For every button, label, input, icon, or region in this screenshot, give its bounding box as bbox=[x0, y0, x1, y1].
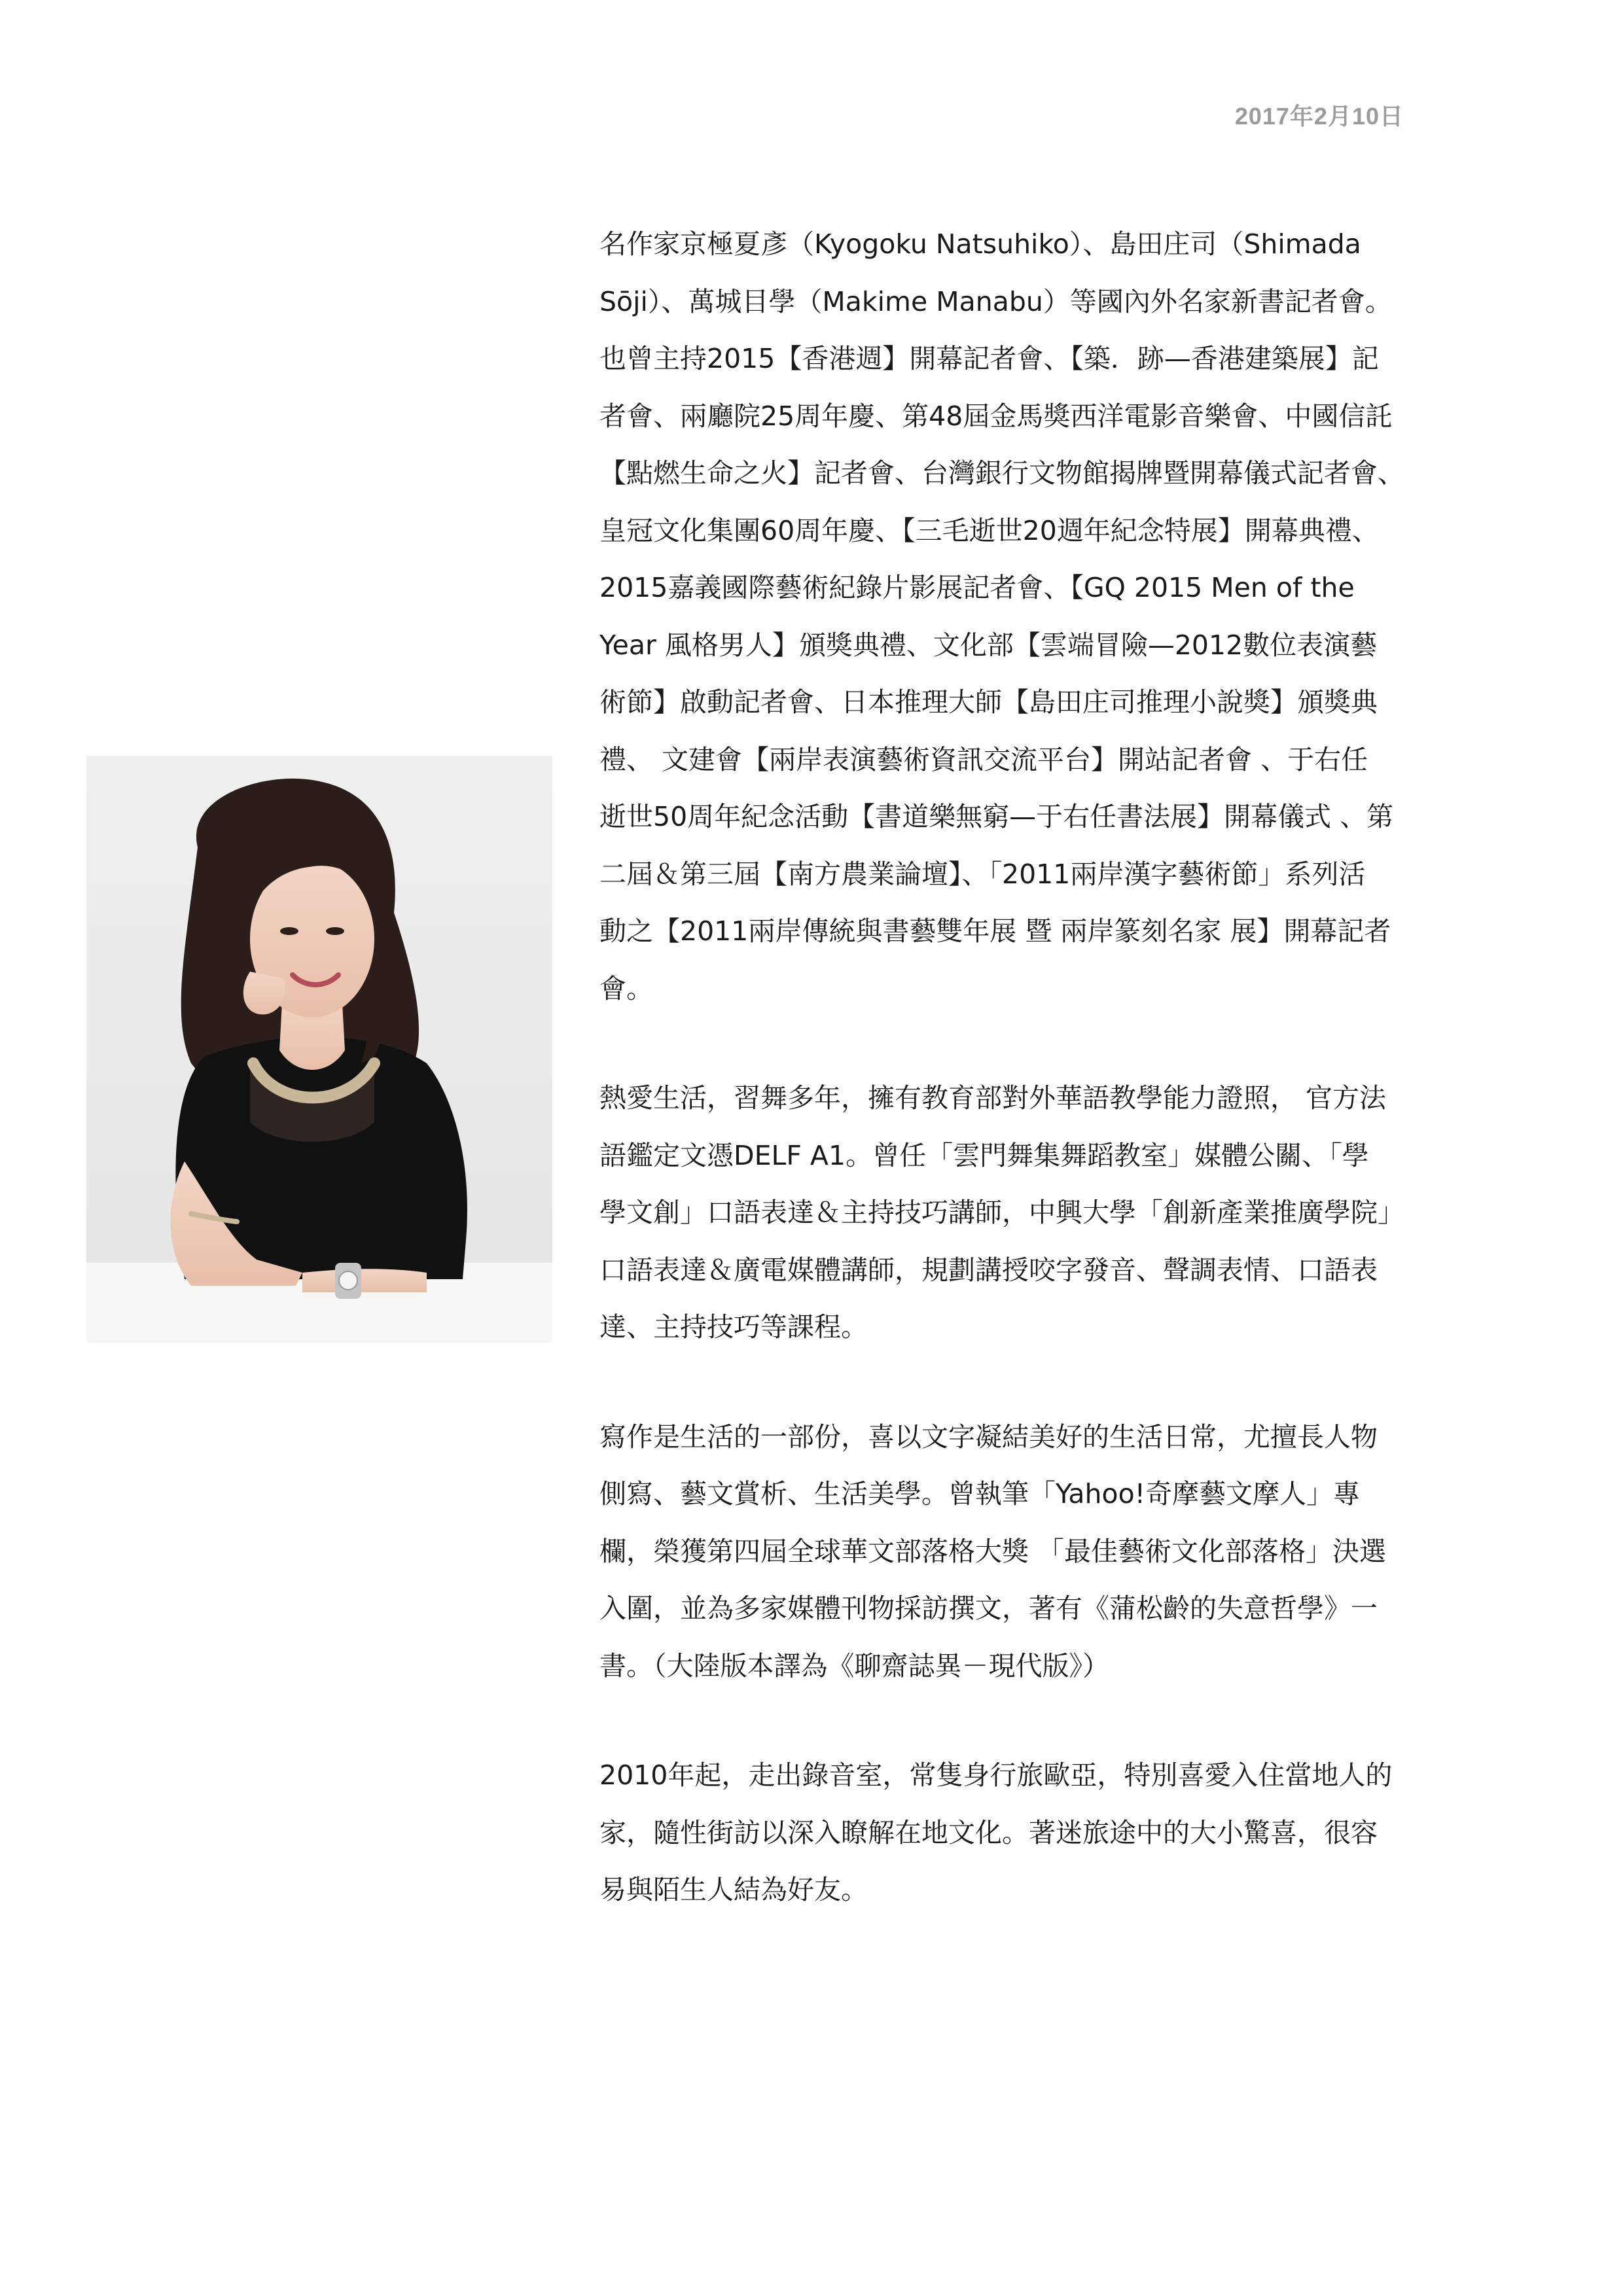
text-line: 達、主持技巧等課程。 bbox=[599, 1311, 868, 1343]
text-line: 側寫、藝文賞析、生活美學。曾執筆「Yahoo!奇摩藝文摩人」專 bbox=[599, 1478, 1361, 1510]
text-line: 動之【2011兩岸傳統與書藝雙年展 暨 兩岸篆刻名家 展】開幕記者 bbox=[599, 915, 1391, 947]
text-line: 家，隨性街訪以深入瞭解在地文化。著迷旅途中的大小驚喜，很容 bbox=[599, 1816, 1378, 1848]
text-line: 入圍，並為多家媒體刊物採訪撰文，著有《蒲松齡的失意哲學》一 bbox=[599, 1593, 1378, 1624]
biography-paragraph-3 bbox=[599, 1409, 1418, 1695]
biography-paragraph-1 bbox=[599, 216, 1418, 1017]
text-line: 欄，榮獲第四屆全球華文部落格大獎 「最佳藝術文化部落格」決選 bbox=[599, 1535, 1387, 1567]
text-line: 【點燃生命之火】記者會、台灣銀行文物館揭牌暨開幕儀式記者會、 bbox=[599, 457, 1404, 489]
text-line: 寫作是生活的一部份，喜以文字凝結美好的生活日常，尤擅長人物 bbox=[599, 1421, 1378, 1453]
text-line: 二屆＆第三屆【南方農業論壇】、「2011兩岸漢字藝術節」系列活 bbox=[599, 858, 1366, 890]
biography-paragraph-2 bbox=[599, 1070, 1418, 1356]
text-line: 者會、兩廳院25周年慶、第48屆金馬獎西洋電影音樂會、中國信託 bbox=[599, 400, 1393, 432]
text-line: 學文創」口語表達＆主持技巧講師，中興大學「創新產業推廣學院」 bbox=[599, 1197, 1404, 1228]
text-line: 逝世50周年紀念活動【書道樂無窮—于右任書法展】開幕儀式 、第 bbox=[599, 801, 1394, 832]
biography-body bbox=[599, 216, 1418, 1919]
document-date: 2017年2月10日 bbox=[1234, 103, 1404, 130]
text-line: 術節】啟動記者會、日本推理大師【島田庄司推理小說獎】頒獎典 bbox=[599, 686, 1378, 718]
text-line: 語鑑定文憑DELF A1。曾任「雲門舞集舞蹈教室」媒體公關、「學 bbox=[599, 1139, 1369, 1171]
portrait-image bbox=[86, 756, 552, 1343]
text-line: 也曾主持2015【香港週】開幕記者會、【築．跡—香港建築展】記 bbox=[599, 343, 1379, 374]
portrait-photo bbox=[86, 756, 552, 1343]
text-line: 書。（大陸版本譯為《聊齋誌異－現代版》） bbox=[599, 1650, 1109, 1682]
text-line: 熱愛生活，習舞多年，擁有教育部對外華語教學能力證照， 官方法 bbox=[599, 1082, 1387, 1114]
text-line: 2010年起，走出錄音室，常隻身行旅歐亞，特別喜愛入住當地人的 bbox=[599, 1759, 1393, 1791]
text-line: 禮、 文建會【兩岸表演藝術資訊交流平台】開站記者會 、于右任 bbox=[599, 743, 1368, 775]
text-line: 皇冠文化集團60周年慶、【三毛逝世20週年紀念特展】開幕典禮、 bbox=[599, 514, 1379, 546]
text-line: Year 風格男人】頒獎典禮、文化部【雲端冒險—2012數位表演藝 bbox=[599, 629, 1378, 661]
biography-paragraph-4 bbox=[599, 1747, 1418, 1919]
text-line: 2015嘉義國際藝術紀錄片影展記者會、【GQ 2015 Men of the bbox=[599, 572, 1355, 603]
text-line: 易與陌生人結為好友。 bbox=[599, 1874, 868, 1905]
text-line: 名作家京極夏彥（Kyogoku Natsuhiko）、島田庄司（Shimada bbox=[599, 228, 1361, 260]
text-line: 口語表達＆廣電媒體講師，規劃講授咬字發音、聲調表情、口語表 bbox=[599, 1254, 1378, 1286]
text-line: Sōji）、萬城目學（Makime Manabu）等國內外名家新書記者會。 bbox=[599, 285, 1392, 317]
text-line: 會。 bbox=[599, 972, 653, 1004]
